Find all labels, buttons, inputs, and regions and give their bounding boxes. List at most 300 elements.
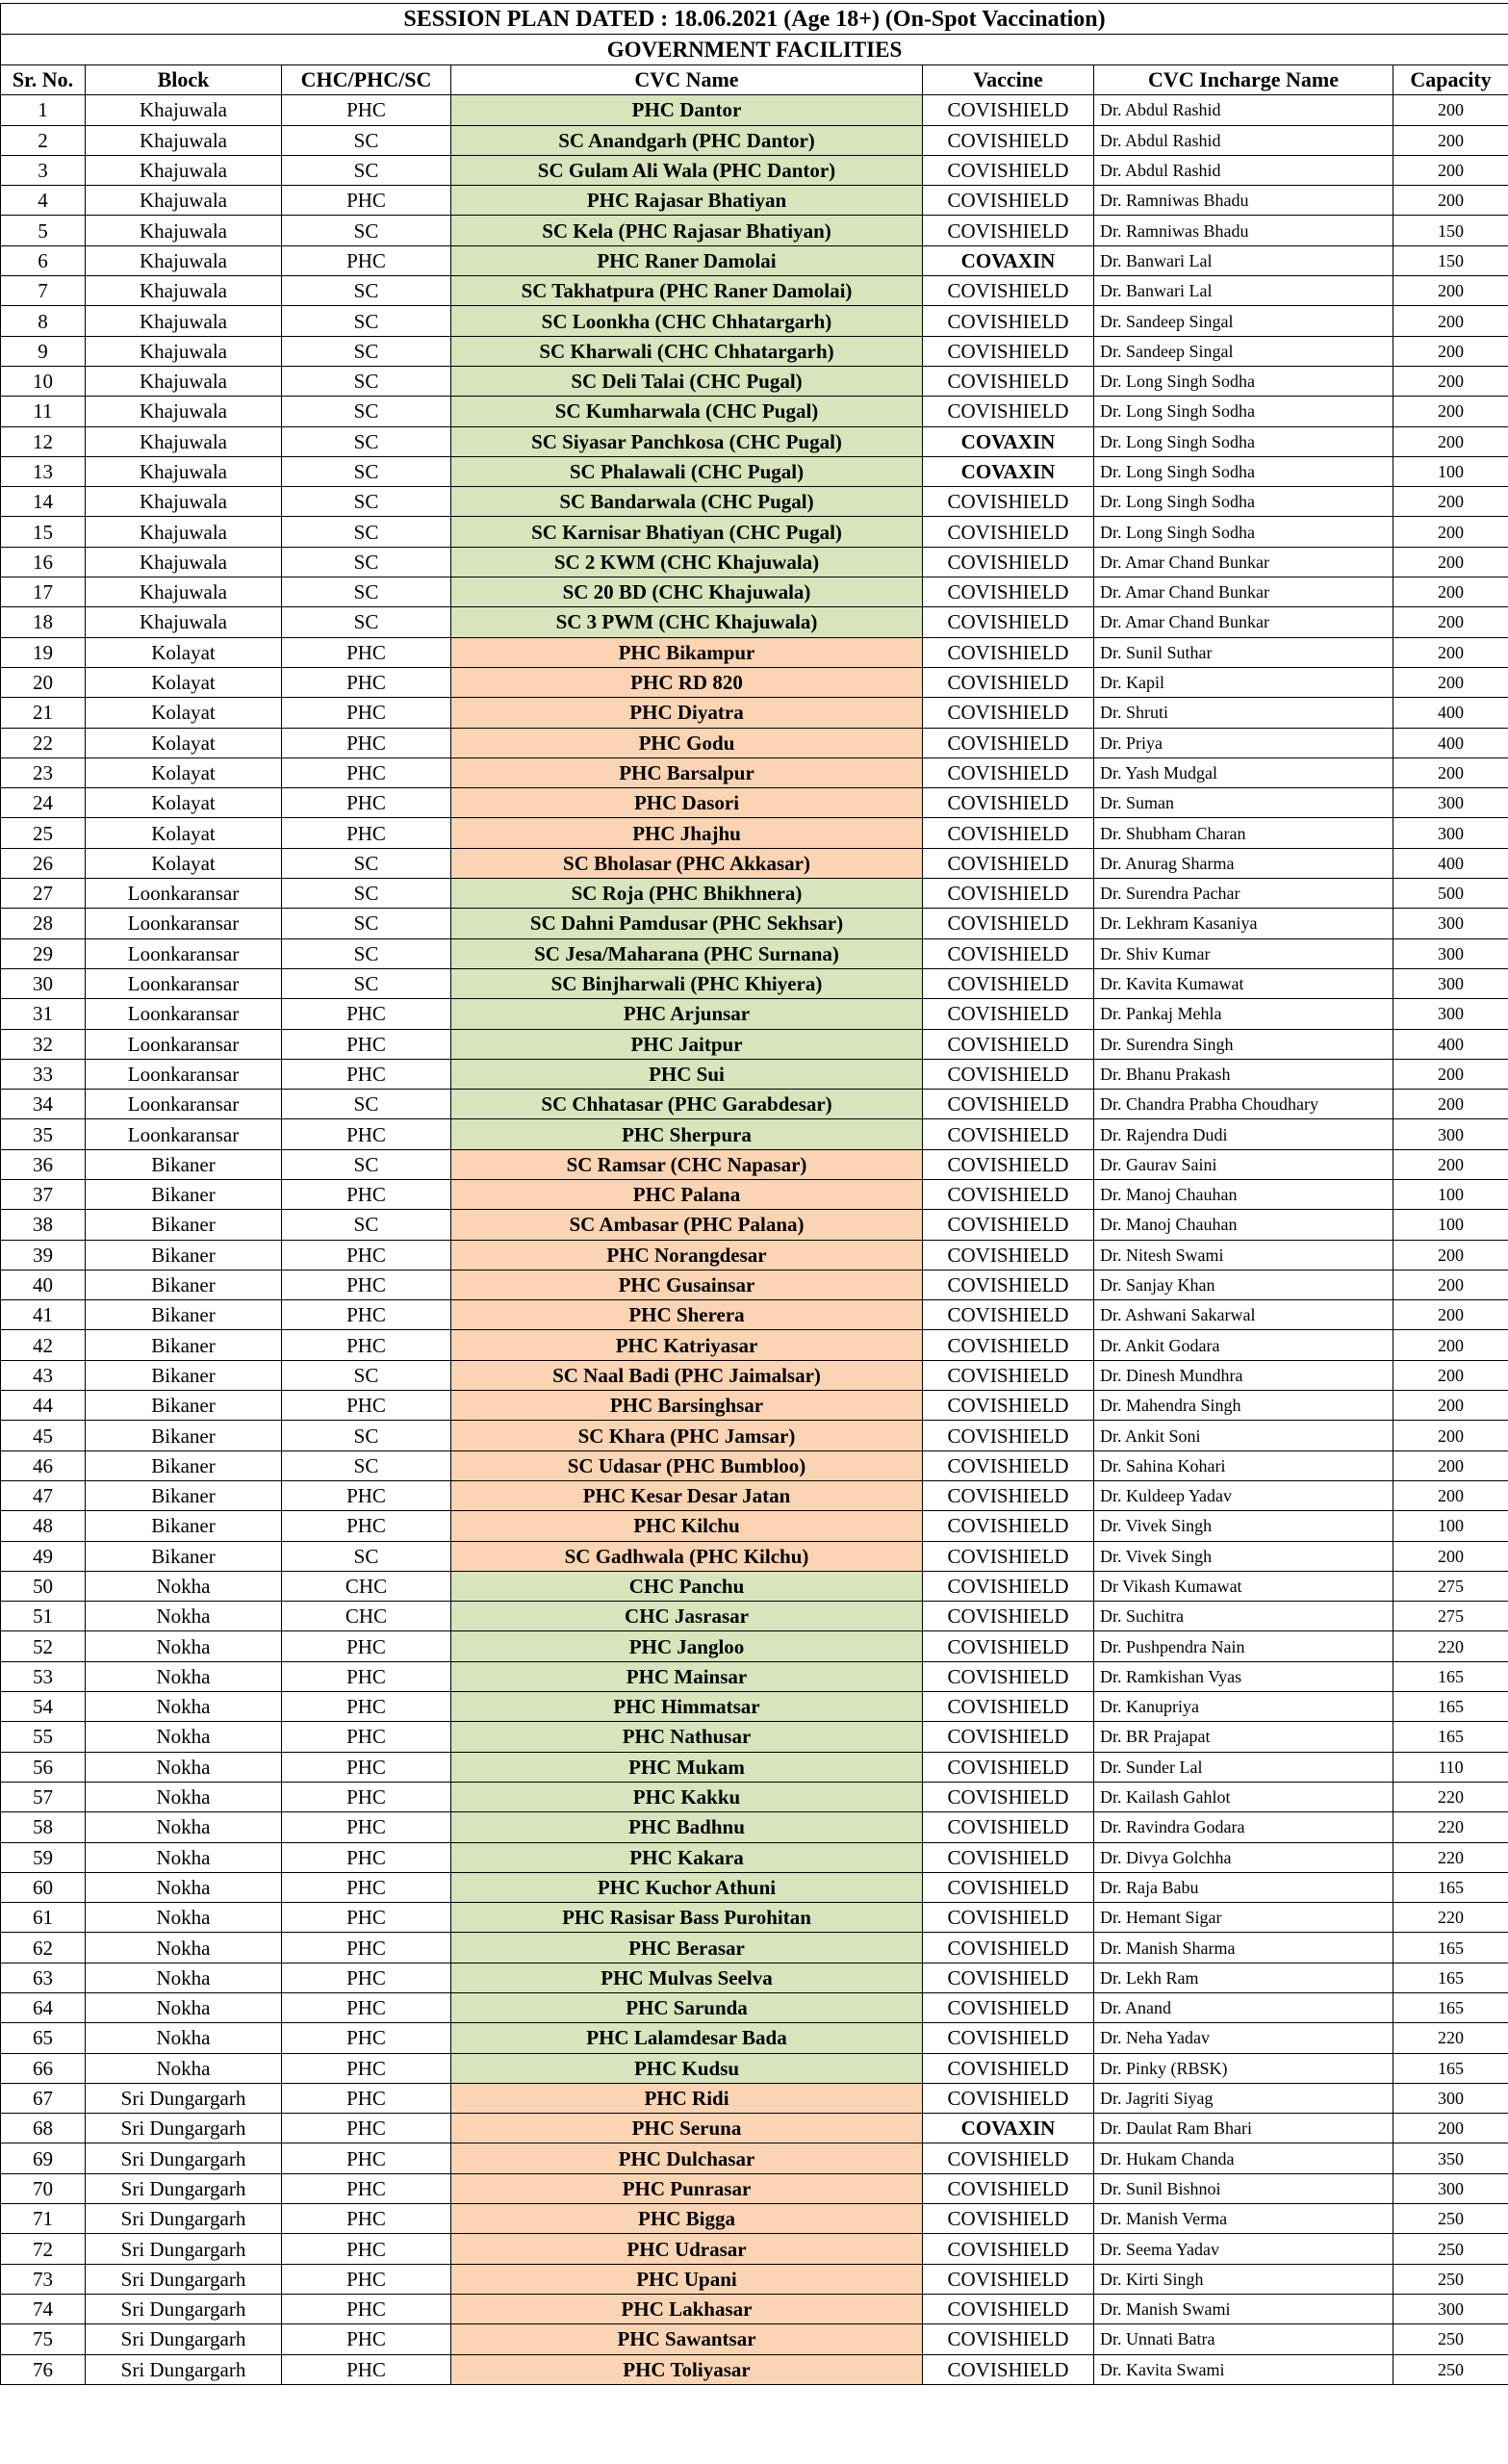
cell-capacity: 200 [1393, 547, 1508, 577]
cell-capacity: 200 [1393, 1480, 1508, 1510]
cell-cvc-name: SC 2 KWM (CHC Khajuwala) [451, 547, 923, 577]
table-row [1, 1661, 1508, 1691]
cell-vaccine: COVISHIELD [923, 1480, 1094, 1510]
cell-sr-no: 36 [1, 1149, 86, 1179]
cell-sr-no: 52 [1, 1631, 86, 1661]
cell-cvc-name: PHC Himmatsar [451, 1692, 923, 1722]
cell-vaccine: COVISHIELD [923, 1722, 1094, 1752]
cell-capacity: 220 [1393, 1812, 1508, 1842]
cell-block: Sri Dungargarh [86, 2143, 282, 2173]
cell-block: Khajuwala [86, 426, 282, 456]
cell-incharge: Dr. Kailash Gahlot [1094, 1782, 1393, 1811]
cell-capacity: 165 [1393, 1933, 1508, 1963]
cell-cvc-name: PHC Jangloo [451, 1631, 923, 1661]
cell-incharge: Dr. Ashwani Sakarwal [1094, 1300, 1393, 1330]
cell-capacity: 250 [1393, 2324, 1508, 2354]
cell-sr-no: 61 [1, 1903, 86, 1933]
cell-vaccine: COVISHIELD [923, 366, 1094, 396]
cell-cvc-name: SC Anandgarh (PHC Dantor) [451, 125, 923, 155]
cell-sr-no: 29 [1, 938, 86, 968]
cell-capacity: 200 [1393, 487, 1508, 517]
cell-vaccine: COVISHIELD [923, 578, 1094, 607]
cell-vaccine: COVISHIELD [923, 1360, 1094, 1390]
cell-sr-no: 2 [1, 125, 86, 155]
cell-block: Khajuwala [86, 397, 282, 426]
cell-vaccine: COVISHIELD [923, 517, 1094, 547]
cell-sr-no: 33 [1, 1059, 86, 1089]
cell-cvc-name: PHC Bikampur [451, 637, 923, 667]
cell-cvc-name: PHC Barsinghsar [451, 1391, 923, 1421]
cell-block: Khajuwala [86, 245, 282, 275]
cell-sr-no: 49 [1, 1541, 86, 1571]
cell-facility-type: PHC [282, 2083, 451, 2113]
cell-cvc-name: PHC Mainsar [451, 1661, 923, 1691]
page-title: SESSION PLAN DATED : 18.06.2021 (Age 18+) (On-Spot Vaccination) [1, 4, 1508, 35]
cell-facility-type: PHC [282, 728, 451, 757]
cell-incharge: Dr. Amar Chand Bunkar [1094, 547, 1393, 577]
cell-facility-type: PHC [282, 999, 451, 1029]
cell-incharge: Dr. Abdul Rashid [1094, 95, 1393, 125]
cell-facility-type: SC [282, 487, 451, 517]
cell-block: Loonkaransar [86, 879, 282, 909]
cell-incharge: Dr. Raja Babu [1094, 1872, 1393, 1902]
cell-vaccine: COVISHIELD [923, 125, 1094, 155]
cell-capacity: 200 [1393, 517, 1508, 547]
cell-cvc-name: PHC Dulchasar [451, 2143, 923, 2173]
cell-block: Nokha [86, 2023, 282, 2053]
cell-facility-type: PHC [282, 2173, 451, 2203]
cell-facility-type: PHC [282, 757, 451, 787]
cell-incharge: Dr. Long Singh Sodha [1094, 487, 1393, 517]
cell-capacity: 200 [1393, 1391, 1508, 1421]
cell-vaccine: COVISHIELD [923, 2324, 1094, 2354]
cell-sr-no: 48 [1, 1511, 86, 1541]
cell-incharge: Dr. Sanjay Khan [1094, 1270, 1393, 1299]
cell-incharge: Dr. Surendra Pachar [1094, 879, 1393, 909]
cell-facility-type: PHC [282, 667, 451, 697]
cell-capacity: 250 [1393, 2234, 1508, 2264]
cell-cvc-name: SC Ramsar (CHC Napasar) [451, 1149, 923, 1179]
cell-facility-type: PHC [282, 1270, 451, 1299]
cell-vaccine: COVAXIN [923, 2114, 1094, 2143]
cell-incharge: Dr. Unnati Batra [1094, 2324, 1393, 2354]
cell-sr-no: 42 [1, 1330, 86, 1360]
header-block: Block [86, 65, 282, 95]
cell-block: Khajuwala [86, 547, 282, 577]
table-row [1, 2143, 1508, 2173]
cell-incharge: Dr. Abdul Rashid [1094, 155, 1393, 185]
cell-facility-type: SC [282, 1149, 451, 1179]
cell-incharge: Dr. Manoj Chauhan [1094, 1210, 1393, 1240]
table-row [1, 397, 1508, 426]
table-row [1, 637, 1508, 667]
cell-cvc-name: PHC Kakku [451, 1782, 923, 1811]
cell-cvc-name: PHC Norangdesar [451, 1240, 923, 1270]
cell-capacity: 165 [1393, 1993, 1508, 2023]
cell-capacity: 165 [1393, 1872, 1508, 1902]
cell-vaccine: COVISHIELD [923, 2204, 1094, 2234]
table-row [1, 728, 1508, 757]
cell-capacity: 200 [1393, 2114, 1508, 2143]
cell-vaccine: COVISHIELD [923, 999, 1094, 1029]
cell-vaccine: COVISHIELD [923, 2354, 1094, 2384]
cell-capacity: 300 [1393, 788, 1508, 818]
cell-block: Nokha [86, 2053, 282, 2083]
cell-sr-no: 54 [1, 1692, 86, 1722]
cell-capacity: 400 [1393, 698, 1508, 728]
cell-block: Bikaner [86, 1149, 282, 1179]
cell-cvc-name: PHC Toliyasar [451, 2354, 923, 2384]
cell-block: Bikaner [86, 1330, 282, 1360]
cell-block: Bikaner [86, 1450, 282, 1480]
cell-sr-no: 6 [1, 245, 86, 275]
cell-block: Nokha [86, 1812, 282, 1842]
cell-facility-type: PHC [282, 1059, 451, 1089]
cell-block: Khajuwala [86, 186, 282, 216]
cell-block: Kolayat [86, 728, 282, 757]
cell-incharge: Dr. Anurag Sharma [1094, 848, 1393, 878]
cell-facility-type: PHC [282, 818, 451, 848]
cell-block: Nokha [86, 1963, 282, 1992]
cell-cvc-name: PHC Berasar [451, 1933, 923, 1963]
cell-vaccine: COVISHIELD [923, 757, 1094, 787]
table-row [1, 366, 1508, 396]
cell-facility-type: PHC [282, 1480, 451, 1510]
cell-vaccine: COVISHIELD [923, 2083, 1094, 2113]
cell-block: Nokha [86, 1993, 282, 2023]
cell-cvc-name: PHC Raner Damolai [451, 245, 923, 275]
cell-facility-type: PHC [282, 698, 451, 728]
cell-incharge: Dr. Ravindra Godara [1094, 1812, 1393, 1842]
cell-block: Nokha [86, 1872, 282, 1902]
cell-vaccine: COVAXIN [923, 456, 1094, 486]
cell-block: Loonkaransar [86, 1090, 282, 1119]
table-row [1, 95, 1508, 125]
cell-block: Khajuwala [86, 517, 282, 547]
cell-sr-no: 18 [1, 607, 86, 637]
cell-facility-type: CHC [282, 1602, 451, 1631]
cell-block: Nokha [86, 1842, 282, 1872]
cell-sr-no: 73 [1, 2264, 86, 2294]
table-row [1, 2083, 1508, 2113]
cell-vaccine: COVISHIELD [923, 788, 1094, 818]
cell-vaccine: COVISHIELD [923, 1602, 1094, 1631]
cell-facility-type: SC [282, 1541, 451, 1571]
cell-block: Bikaner [86, 1179, 282, 1209]
cell-block: Sri Dungargarh [86, 2204, 282, 2234]
header-vaccine: Vaccine [923, 65, 1094, 95]
cell-cvc-name: SC Chhatasar (PHC Garabdesar) [451, 1090, 923, 1119]
cell-facility-type: PHC [282, 2294, 451, 2323]
table-row [1, 2324, 1508, 2354]
cell-capacity: 250 [1393, 2204, 1508, 2234]
cell-sr-no: 51 [1, 1602, 86, 1631]
cell-vaccine: COVISHIELD [923, 938, 1094, 968]
cell-cvc-name: PHC Kesar Desar Jatan [451, 1480, 923, 1510]
cell-incharge: Dr. Yash Mudgal [1094, 757, 1393, 787]
cell-block: Bikaner [86, 1210, 282, 1240]
cell-sr-no: 16 [1, 547, 86, 577]
cell-cvc-name: PHC Nathusar [451, 1722, 923, 1752]
cell-cvc-name: PHC Sarunda [451, 1993, 923, 2023]
cell-facility-type: SC [282, 909, 451, 938]
cell-capacity: 200 [1393, 1541, 1508, 1571]
table-row [1, 1421, 1508, 1450]
cell-sr-no: 19 [1, 637, 86, 667]
cell-block: Khajuwala [86, 95, 282, 125]
cell-capacity: 165 [1393, 2053, 1508, 2083]
cell-facility-type: SC [282, 306, 451, 336]
cell-cvc-name: PHC Upani [451, 2264, 923, 2294]
cell-block: Khajuwala [86, 578, 282, 607]
cell-sr-no: 34 [1, 1090, 86, 1119]
cell-facility-type: PHC [282, 1511, 451, 1541]
cell-capacity: 220 [1393, 1903, 1508, 1933]
cell-sr-no: 66 [1, 2053, 86, 2083]
cell-sr-no: 15 [1, 517, 86, 547]
cell-capacity: 200 [1393, 366, 1508, 396]
cell-incharge: Dr. Amar Chand Bunkar [1094, 607, 1393, 637]
table-row [1, 1541, 1508, 1571]
cell-vaccine: COVISHIELD [923, 909, 1094, 938]
table-row [1, 1240, 1508, 1270]
cell-capacity: 165 [1393, 1963, 1508, 1992]
cell-capacity: 200 [1393, 1300, 1508, 1330]
cell-sr-no: 74 [1, 2294, 86, 2323]
cell-block: Khajuwala [86, 366, 282, 396]
cell-capacity: 300 [1393, 999, 1508, 1029]
cell-incharge: Dr. Priya [1094, 728, 1393, 757]
cell-facility-type: PHC [282, 2354, 451, 2384]
cell-vaccine: COVISHIELD [923, 667, 1094, 697]
cell-vaccine: COVISHIELD [923, 1210, 1094, 1240]
cell-cvc-name: SC Udasar (PHC Bumbloo) [451, 1450, 923, 1480]
cell-vaccine: COVISHIELD [923, 2023, 1094, 2053]
cell-incharge: Dr. Vivek Singh [1094, 1511, 1393, 1541]
cell-cvc-name: PHC Kakara [451, 1842, 923, 1872]
cell-block: Kolayat [86, 848, 282, 878]
cell-cvc-name: SC Deli Talai (CHC Pugal) [451, 366, 923, 396]
cell-facility-type: SC [282, 125, 451, 155]
cell-sr-no: 71 [1, 2204, 86, 2234]
table-row [1, 1692, 1508, 1722]
cell-sr-no: 70 [1, 2173, 86, 2203]
cell-incharge: Dr. Kavita Swami [1094, 2354, 1393, 2384]
cell-cvc-name: SC Naal Badi (PHC Jaimalsar) [451, 1360, 923, 1390]
cell-facility-type: SC [282, 336, 451, 366]
cell-vaccine: COVISHIELD [923, 1692, 1094, 1722]
cell-cvc-name: PHC Mukam [451, 1752, 923, 1782]
cell-incharge: Dr. Sunil Suthar [1094, 637, 1393, 667]
cell-facility-type: PHC [282, 1692, 451, 1722]
cell-vaccine: COVISHIELD [923, 1300, 1094, 1330]
cell-incharge: Dr. Lekhram Kasaniya [1094, 909, 1393, 938]
table-row [1, 1963, 1508, 1992]
table-row [1, 1210, 1508, 1240]
table-row [1, 848, 1508, 878]
cell-capacity: 400 [1393, 728, 1508, 757]
cell-incharge: Dr. Bhanu Prakash [1094, 1059, 1393, 1089]
cell-facility-type: PHC [282, 186, 451, 216]
table-row [1, 306, 1508, 336]
cell-block: Sri Dungargarh [86, 2083, 282, 2113]
table-row [1, 456, 1508, 486]
cell-capacity: 220 [1393, 1842, 1508, 1872]
cell-facility-type: PHC [282, 1330, 451, 1360]
cell-capacity: 300 [1393, 2083, 1508, 2113]
cell-capacity: 200 [1393, 1270, 1508, 1299]
cell-incharge: Dr. Pankaj Mehla [1094, 999, 1393, 1029]
cell-facility-type: SC [282, 968, 451, 998]
table-row [1, 2114, 1508, 2143]
table-row [1, 909, 1508, 938]
cell-block: Nokha [86, 1903, 282, 1933]
cell-cvc-name: SC Bholasar (PHC Akkasar) [451, 848, 923, 878]
cell-incharge: Dr. Sunder Lal [1094, 1752, 1393, 1782]
table-row [1, 1782, 1508, 1811]
cell-vaccine: COVISHIELD [923, 155, 1094, 185]
cell-cvc-name: PHC Arjunsar [451, 999, 923, 1029]
table-row [1, 938, 1508, 968]
cell-facility-type: PHC [282, 1722, 451, 1752]
cell-vaccine: COVISHIELD [923, 818, 1094, 848]
cell-block: Khajuwala [86, 306, 282, 336]
cell-incharge: Dr. Kirti Singh [1094, 2264, 1393, 2294]
cell-cvc-name: SC Roja (PHC Bhikhnera) [451, 879, 923, 909]
cell-vaccine: COVISHIELD [923, 1812, 1094, 1842]
table-row [1, 1480, 1508, 1510]
cell-facility-type: PHC [282, 95, 451, 125]
cell-cvc-name: SC 3 PWM (CHC Khajuwala) [451, 607, 923, 637]
cell-vaccine: COVISHIELD [923, 1993, 1094, 2023]
cell-capacity: 400 [1393, 1029, 1508, 1059]
cell-facility-type: SC [282, 456, 451, 486]
cell-cvc-name: PHC Rasisar Bass Purohitan [451, 1903, 923, 1933]
cell-vaccine: COVISHIELD [923, 1330, 1094, 1360]
table-row [1, 336, 1508, 366]
cell-facility-type: SC [282, 547, 451, 577]
cell-sr-no: 58 [1, 1812, 86, 1842]
cell-block: Khajuwala [86, 607, 282, 637]
cell-vaccine: COVISHIELD [923, 1661, 1094, 1691]
cell-vaccine: COVISHIELD [923, 2234, 1094, 2264]
cell-incharge: Dr. Rajendra Dudi [1094, 1119, 1393, 1149]
cell-capacity: 200 [1393, 607, 1508, 637]
cell-block: Khajuwala [86, 216, 282, 245]
cell-vaccine: COVISHIELD [923, 1450, 1094, 1480]
cell-capacity: 200 [1393, 276, 1508, 306]
cell-sr-no: 10 [1, 366, 86, 396]
cell-sr-no: 43 [1, 1360, 86, 1390]
cell-block: Sri Dungargarh [86, 2234, 282, 2264]
cell-sr-no: 7 [1, 276, 86, 306]
cell-incharge: Dr. Ramniwas Bhadu [1094, 186, 1393, 216]
cell-capacity: 200 [1393, 1450, 1508, 1480]
cell-capacity: 165 [1393, 1661, 1508, 1691]
cell-cvc-name: CHC Jasrasar [451, 1602, 923, 1631]
cell-sr-no: 20 [1, 667, 86, 697]
cell-facility-type: SC [282, 1450, 451, 1480]
table-row [1, 1090, 1508, 1119]
cell-facility-type: PHC [282, 1391, 451, 1421]
cell-capacity: 300 [1393, 1119, 1508, 1149]
cell-cvc-name: PHC Kilchu [451, 1511, 923, 1541]
cell-capacity: 150 [1393, 245, 1508, 275]
table-row [1, 1179, 1508, 1209]
header-facility-type: CHC/PHC/SC [282, 65, 451, 95]
cell-facility-type: CHC [282, 1571, 451, 1601]
cell-capacity: 200 [1393, 95, 1508, 125]
cell-block: Loonkaransar [86, 1029, 282, 1059]
cell-cvc-name: SC Kela (PHC Rajasar Bhatiyan) [451, 216, 923, 245]
cell-incharge: Dr. Shruti [1094, 698, 1393, 728]
cell-vaccine: COVISHIELD [923, 879, 1094, 909]
cell-facility-type: SC [282, 879, 451, 909]
cell-incharge: Dr. Sandeep Singal [1094, 336, 1393, 366]
table-row [1, 186, 1508, 216]
cell-cvc-name: SC Bandarwala (CHC Pugal) [451, 487, 923, 517]
cell-vaccine: COVISHIELD [923, 607, 1094, 637]
cell-facility-type: PHC [282, 1993, 451, 2023]
cell-sr-no: 44 [1, 1391, 86, 1421]
cell-capacity: 200 [1393, 637, 1508, 667]
cell-cvc-name: SC Khara (PHC Jamsar) [451, 1421, 923, 1450]
cell-vaccine: COVISHIELD [923, 1029, 1094, 1059]
cell-sr-no: 1 [1, 95, 86, 125]
cell-vaccine: COVISHIELD [923, 1963, 1094, 1992]
cell-vaccine: COVISHIELD [923, 2173, 1094, 2203]
cell-incharge: Dr. Long Singh Sodha [1094, 397, 1393, 426]
cell-incharge: Dr. Long Singh Sodha [1094, 426, 1393, 456]
cell-capacity: 250 [1393, 2264, 1508, 2294]
cell-capacity: 200 [1393, 1240, 1508, 1270]
cell-capacity: 200 [1393, 1330, 1508, 1360]
cell-capacity: 300 [1393, 818, 1508, 848]
cell-cvc-name: PHC Dantor [451, 95, 923, 125]
header-row [1, 65, 1508, 95]
cell-capacity: 200 [1393, 186, 1508, 216]
table-row [1, 1391, 1508, 1421]
cell-cvc-name: SC Jesa/Maharana (PHC Surnana) [451, 938, 923, 968]
cell-sr-no: 76 [1, 2354, 86, 2384]
cell-cvc-name: SC Kumharwala (CHC Pugal) [451, 397, 923, 426]
cell-facility-type: PHC [282, 1300, 451, 1330]
cell-cvc-name: PHC Dasori [451, 788, 923, 818]
cell-sr-no: 57 [1, 1782, 86, 1811]
cell-facility-type: SC [282, 366, 451, 396]
cell-sr-no: 32 [1, 1029, 86, 1059]
cell-capacity: 200 [1393, 426, 1508, 456]
cell-facility-type: SC [282, 1421, 451, 1450]
cell-facility-type: PHC [282, 788, 451, 818]
table-row [1, 276, 1508, 306]
cell-block: Loonkaransar [86, 1119, 282, 1149]
cell-block: Bikaner [86, 1391, 282, 1421]
cell-vaccine: COVISHIELD [923, 547, 1094, 577]
cell-sr-no: 31 [1, 999, 86, 1029]
cell-cvc-name: CHC Panchu [451, 1571, 923, 1601]
cell-sr-no: 40 [1, 1270, 86, 1299]
cell-cvc-name: PHC Seruna [451, 2114, 923, 2143]
cell-cvc-name: SC 20 BD (CHC Khajuwala) [451, 578, 923, 607]
cell-incharge: Dr. Ankit Godara [1094, 1330, 1393, 1360]
table-row [1, 1029, 1508, 1059]
cell-block: Kolayat [86, 637, 282, 667]
table-row [1, 547, 1508, 577]
table-row [1, 1752, 1508, 1782]
cell-facility-type: SC [282, 578, 451, 607]
cell-vaccine: COVAXIN [923, 245, 1094, 275]
